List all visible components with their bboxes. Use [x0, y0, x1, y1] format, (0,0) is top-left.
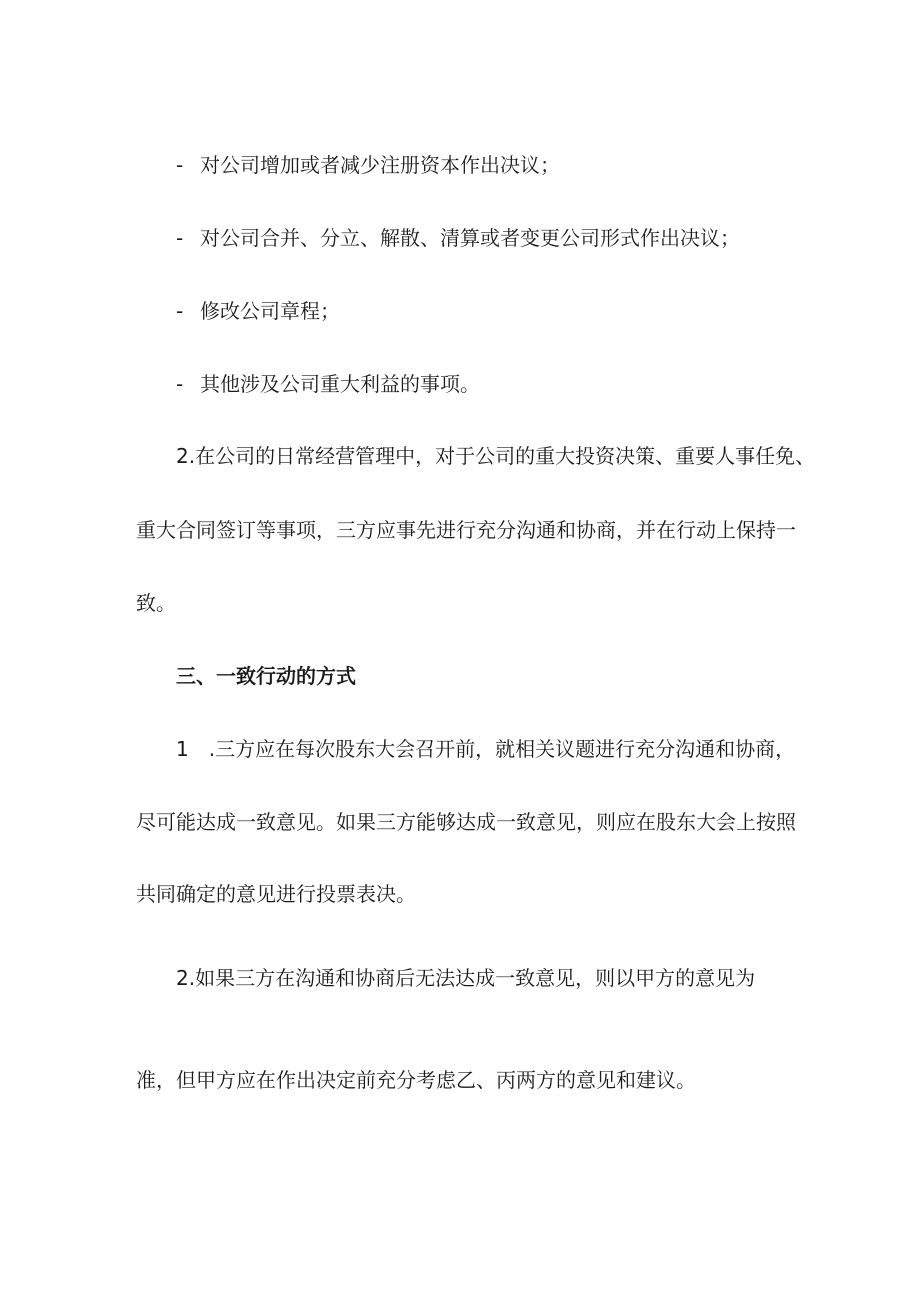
item-1-line-1: 1 .三方应在每次股东大会召开前，就相关议题进行充分沟通和协商， [176, 737, 796, 761]
bullet-dash: - [176, 372, 184, 396]
paragraph-2-line-2: 重大合同签订等事项，三方应事先进行充分沟通和协商，并在行动上保持一 [136, 518, 796, 542]
item-2-line-1: 2.如果三方在沟通和协商后无法达成一致意见，则以甲方的意见为 [176, 966, 756, 990]
bullet-dash: - [176, 153, 184, 177]
bullet-item [176, 226, 740, 250]
bullet-text: 对公司增加或者减少注册资本作出决议； [200, 153, 560, 177]
item-1-line-2: 尽可能达成一致意见。如果三方能够达成一致意见，则应在股东大会上按照 [136, 810, 796, 834]
paragraph-2-line-3: 致。 [136, 591, 176, 615]
bullet-item [176, 299, 340, 323]
bullet-item [176, 372, 480, 396]
bullet-text: 对公司合并、分立、解散、清算或者变更公司形式作出决议； [200, 226, 740, 250]
item-2-line-2: 准，但甲方应在作出决定前充分考虑乙、丙两方的意见和建议。 [136, 1068, 696, 1092]
bullet-dash: - [176, 299, 184, 323]
item-1-line-3: 共同确定的意见进行投票表决。 [136, 882, 416, 906]
section-heading: 三、一致行动的方式 [176, 664, 356, 688]
paragraph-2-line-1: 2.在公司的日常经营管理中，对于公司的重大投资决策、重要人事任免、 [176, 444, 816, 468]
bullet-dash: - [176, 226, 184, 250]
bullet-text: 其他涉及公司重大利益的事项。 [200, 372, 480, 396]
bullet-text: 修改公司章程； [200, 299, 340, 323]
bullet-item [176, 153, 560, 177]
